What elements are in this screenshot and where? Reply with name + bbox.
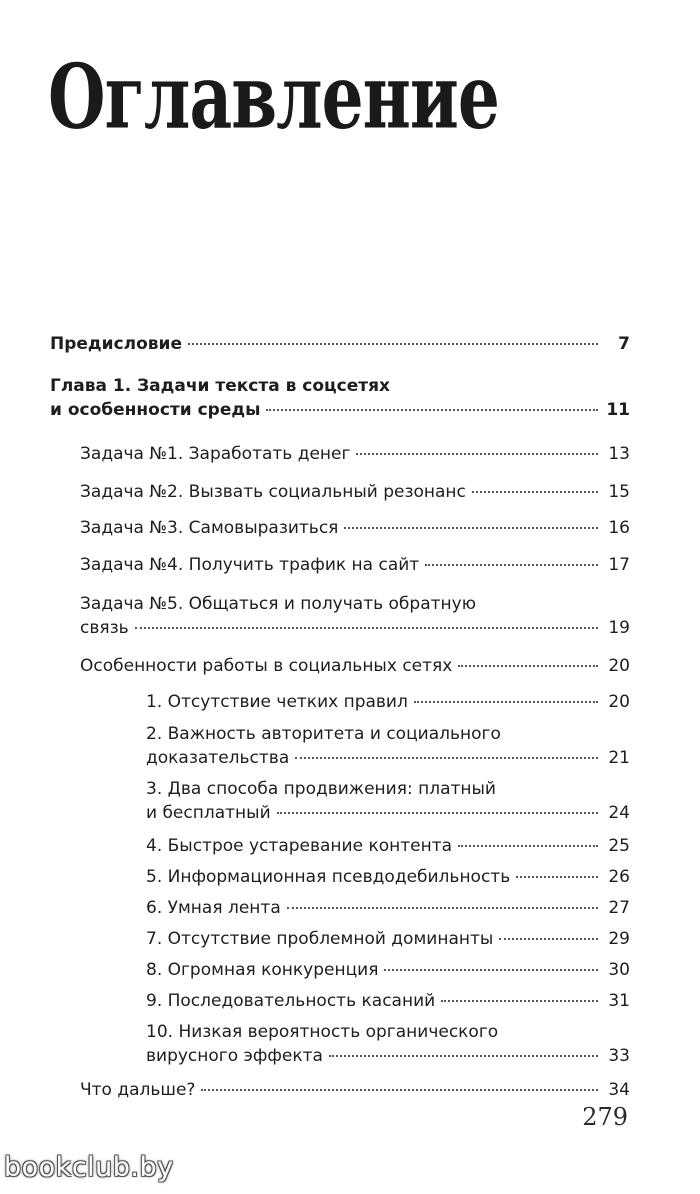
leader-dots: [516, 876, 598, 878]
toc-entry-page: 13: [608, 444, 630, 464]
toc-entry-title: Задача №1. Заработать денег: [80, 444, 351, 464]
toc-entry-page: 21: [608, 748, 630, 768]
leader-dots: [458, 845, 598, 847]
toc-entry-feature-7[interactable]: [146, 927, 630, 951]
leader-dots: [499, 938, 598, 940]
toc-entry-title: Задача №5. Общаться и получать обратную: [80, 594, 477, 614]
leader-dots: [356, 453, 598, 455]
toc-entry-preface[interactable]: [50, 332, 630, 356]
toc-entry-title: 1. Отсутствие четких правил: [146, 692, 408, 712]
toc-entry-page: 20: [608, 692, 630, 712]
toc-entry-feature-5[interactable]: [146, 865, 630, 889]
toc-entry-page: 33: [608, 1046, 630, 1066]
toc-entry-title: Что дальше?: [80, 1080, 196, 1100]
toc-entry-title-cont: и особенности среды: [50, 400, 261, 420]
toc-entry-page: 15: [608, 482, 630, 502]
toc-entry-title: Задача №4. Получить трафик на сайт: [80, 555, 420, 575]
leader-dots: [441, 1000, 598, 1002]
toc-entry-title-cont: связь: [80, 618, 129, 638]
toc-entry-page: 25: [608, 836, 630, 856]
toc-entry-page: 7: [618, 334, 630, 354]
toc-entry-feature-3[interactable]: [146, 777, 630, 825]
leader-dots: [188, 343, 598, 345]
toc-entry-whats-next[interactable]: [80, 1078, 630, 1102]
leader-dots: [295, 757, 598, 759]
toc-entry-title: Предисловие: [50, 334, 182, 354]
toc-entry-page: 11: [606, 400, 630, 420]
leader-dots: [266, 409, 598, 411]
toc-entry-task-5[interactable]: [80, 592, 630, 640]
leader-dots: [458, 665, 598, 667]
leader-dots: [414, 701, 598, 703]
toc-entry-task-2[interactable]: [80, 480, 630, 504]
toc-entry-page: 17: [608, 555, 630, 575]
leader-dots: [384, 969, 598, 971]
toc-entry-feature-10[interactable]: [146, 1020, 630, 1068]
leader-dots: [425, 564, 598, 566]
toc-entry-title: 4. Быстрое устаревание контента: [146, 836, 453, 856]
toc-entry-page: 19: [608, 618, 630, 638]
leader-dots: [277, 812, 598, 814]
toc-entry-page: 20: [608, 656, 630, 676]
toc-entry-chapter-1[interactable]: [50, 374, 630, 422]
toc-entry-page: 16: [608, 518, 630, 538]
toc-entry-feature-1[interactable]: [146, 690, 630, 714]
toc-entry-task-3[interactable]: [80, 516, 630, 540]
leader-dots: [287, 907, 598, 909]
toc-entry-title: 7. Отсутствие проблемной доминанты: [146, 929, 494, 949]
toc-entry-features[interactable]: [80, 654, 630, 678]
toc-heading: Оглавление: [48, 43, 499, 150]
toc-entry-title: Глава 1. Задачи текста в соцсетях: [50, 376, 390, 396]
toc-entry-title: 2. Важность авторитета и социального: [146, 724, 501, 744]
toc-entry-title-cont: вирусного эффекта: [146, 1046, 323, 1066]
toc-entry-title-cont: доказательства: [146, 748, 290, 768]
toc-entry-title-cont: и бесплатный: [146, 803, 271, 823]
toc-entry-feature-2[interactable]: [146, 722, 630, 770]
toc-entry-title: 3. Два способа продвижения: платный: [146, 779, 496, 799]
leader-dots: [472, 491, 598, 493]
toc-entry-page: 30: [608, 960, 630, 980]
toc-entry-title: 10. Низкая вероятность органического: [146, 1022, 499, 1042]
toc-entry-feature-6[interactable]: [146, 896, 630, 920]
toc-entry-page: 27: [608, 898, 630, 918]
toc-entry-title: Задача №2. Вызвать социальный резонанс: [80, 482, 466, 502]
toc-entry-title: 9. Последовательность касаний: [146, 991, 436, 1011]
leader-dots: [201, 1089, 598, 1091]
toc-entry-feature-4[interactable]: [146, 834, 630, 858]
toc-entry-feature-9[interactable]: [146, 989, 630, 1013]
leader-dots: [344, 527, 598, 529]
toc-entry-title: 5. Информационная псевдодебильность: [146, 867, 511, 887]
toc-entry-task-1[interactable]: [80, 442, 630, 466]
leader-dots: [135, 627, 598, 629]
leader-dots: [329, 1055, 598, 1057]
toc-entry-task-4[interactable]: [80, 553, 630, 577]
toc-entry-page: 24: [608, 803, 630, 823]
toc-entry-title: 8. Огромная конкуренция: [146, 960, 379, 980]
toc-entry-title: Задача №3. Самовыразиться: [80, 518, 339, 538]
page-number: 279: [582, 1103, 628, 1131]
watermark: bookclub.by: [4, 1152, 174, 1183]
toc-entry-page: 29: [608, 929, 630, 949]
toc-entry-feature-8[interactable]: [146, 958, 630, 982]
toc-entry-title: 6. Умная лента: [146, 898, 281, 918]
toc-entry-page: 26: [608, 867, 630, 887]
toc-entry-page: 34: [608, 1080, 630, 1100]
toc-entry-page: 31: [608, 991, 630, 1011]
toc-entry-title: Особенности работы в социальных сетях: [80, 656, 453, 676]
